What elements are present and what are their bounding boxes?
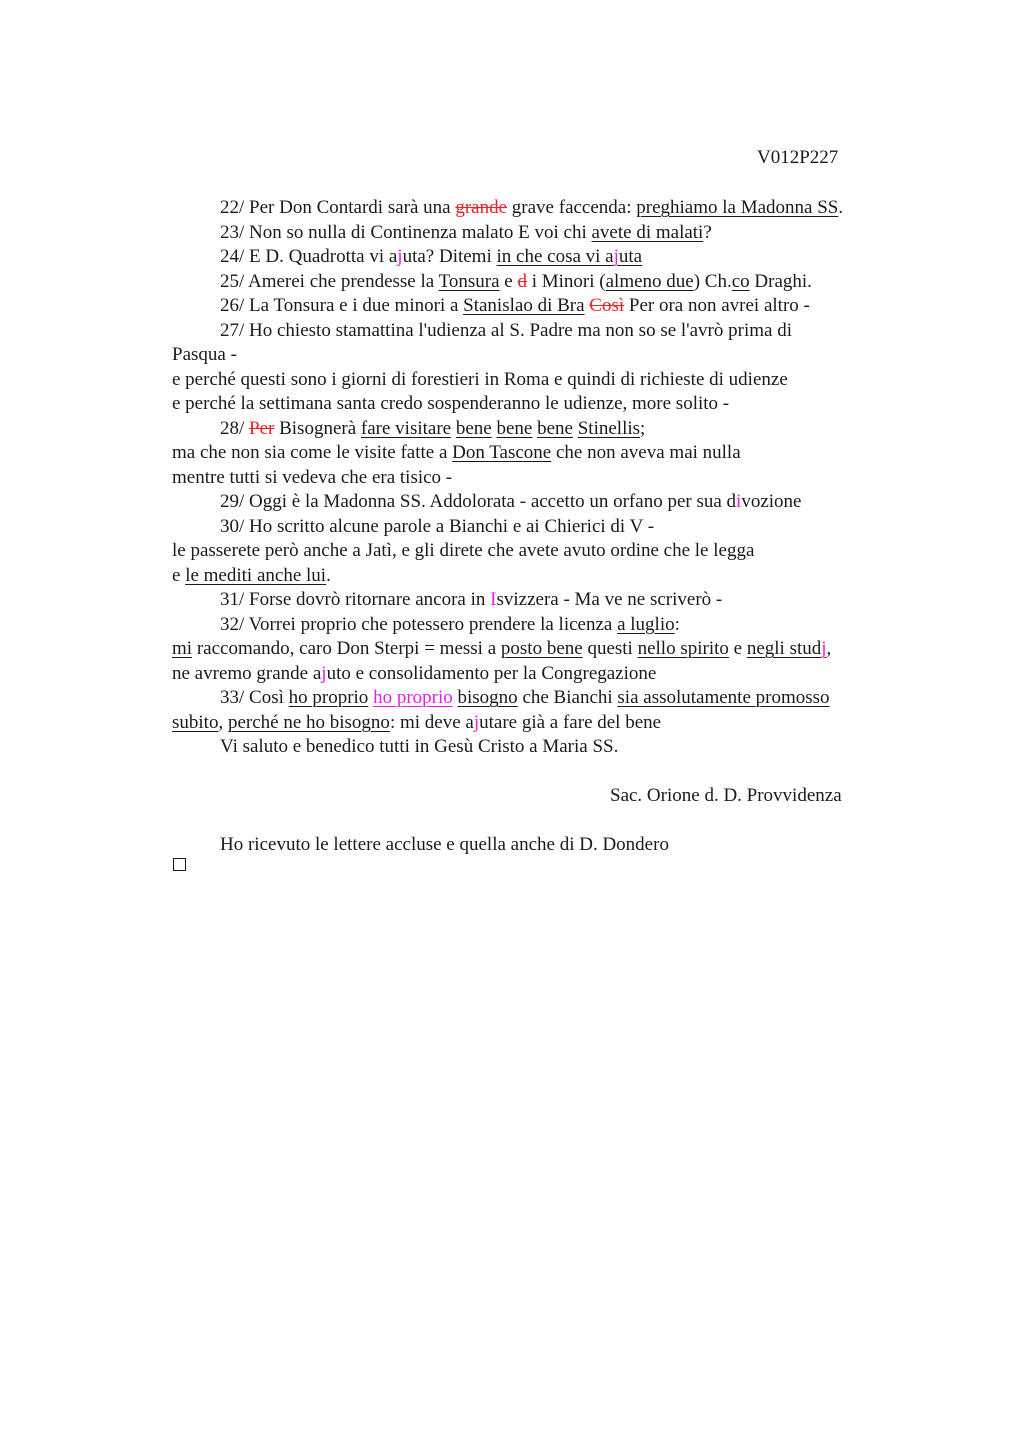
- line-22: 22/ Per Don Contardi sarà una grande grave faccenda: preghiamo la Madonna SS.: [220, 197, 844, 218]
- spacer: [172, 809, 912, 834]
- correction-letter: I: [490, 589, 497, 610]
- underlined-text: bisogno: [457, 687, 518, 708]
- underlined-text: Stanislao di Bra: [463, 295, 585, 316]
- correction-text: ho proprio: [373, 687, 453, 708]
- correction-letter: j: [821, 638, 827, 659]
- empty-box-icon: [173, 858, 186, 871]
- underlined-text: Tonsura: [438, 270, 500, 292]
- strikethrough-text: grande: [455, 197, 508, 218]
- line-25: 25/ Amerei che prendesse la Tonsura e d i Minori (almeno due) Ch.co Draghi.: [220, 270, 812, 292]
- underlined-text: subito: [172, 711, 219, 733]
- underlined-text: bene: [496, 417, 533, 439]
- underlined-text: mi: [172, 638, 193, 659]
- postscript: Ho ricevuto le lettere accluse e quella anche di D. Dondero: [220, 834, 669, 855]
- underlined-text: a luglio: [617, 613, 675, 635]
- line-27: 27/ Ho chiesto stamattina l'udienza al S. Padre ma non so se l'avrò prima di: [220, 319, 792, 341]
- correction-letter: j: [613, 246, 619, 267]
- line-33: 33/ Così ho proprio ho proprio bisogno che Bianchi sia assolutamente promosso: [220, 687, 830, 708]
- underlined-text: posto bene: [500, 638, 583, 659]
- correction-letter: j: [321, 662, 327, 684]
- line-26: 26/ La Tonsura e i due minori a Stanislao di Bra Così Per ora non avrei altro -: [220, 295, 810, 316]
- underlined-text: ho proprio: [288, 687, 369, 708]
- line-30: 30/ Ho scritto alcune parole a Bianchi e ai Chierici di V -: [220, 515, 655, 537]
- underlined-text: negli studj: [746, 638, 827, 659]
- line-33-cont-1: subito, perché ne ho bisogno: mi deve ajutare già a fare del bene: [172, 711, 662, 733]
- line-30-cont-2: e le mediti anche lui.: [172, 564, 331, 586]
- closing-line: Vi saluto e benedico tutti in Gesù Cristo a Maria SS.: [220, 736, 619, 757]
- line-27-cont-1: Pasqua -: [172, 344, 237, 365]
- underlined-text: nello spirito: [637, 638, 729, 659]
- line-28-cont-2: mentre tutti si vedeva che era tisico -: [172, 466, 453, 488]
- underlined-text: sia assolutamente promosso: [617, 687, 830, 708]
- strikethrough-text: Per: [249, 417, 275, 439]
- underlined-text: avete di malati: [591, 221, 704, 243]
- line-32-cont-2: ne avremo grande ajuto e consolidamento per la Congregazione: [172, 662, 657, 684]
- underlined-text: bene: [537, 417, 573, 439]
- correction-letter: j: [397, 246, 403, 267]
- letter-body: [172, 196, 912, 858]
- spacer: [172, 760, 912, 785]
- line-32-cont-1: mi raccomando, caro Don Sterpi = messi a posto bene questi nello spirito e negli studj,: [172, 638, 832, 659]
- correction-letter: j: [473, 711, 480, 733]
- line-27-cont-2: e perché questi sono i giorni di forestieri in Roma e quindi di richieste di udienze: [172, 368, 788, 390]
- underlined-text: bene: [455, 417, 492, 439]
- signature: Sac. Orione d. D. Provvidenza: [610, 785, 842, 806]
- line-27-cont-3: e perché la settimana santa credo sospenderanno le udienze, more solito -: [172, 393, 730, 414]
- underlined-text: le mediti anche lui: [185, 564, 327, 586]
- line-28: 28/ Per Bisognerà fare visitare bene bene bene Stinellis;: [220, 417, 646, 439]
- line-24: 24/ E D. Quadrotta vi ajuta? Ditemi in che cosa vi ajuta: [220, 246, 643, 267]
- underlined-text: in che cosa vi ajuta: [496, 246, 643, 267]
- underlined-text: co: [731, 270, 750, 292]
- underlined-text: preghiamo la Madonna SS: [636, 197, 839, 218]
- line-23: 23/ Non so nulla di Continenza malato E voi chi avete di malati?: [220, 221, 712, 243]
- page-identifier: V012P227: [757, 147, 839, 168]
- strikethrough-text: Così: [589, 295, 625, 316]
- line-29: 29/ Oggi è la Madonna SS. Addolorata - accetto un orfano per sua divozione: [220, 491, 802, 512]
- underlined-text: almeno due: [605, 270, 694, 292]
- underlined-text: Don Tascone: [452, 442, 552, 463]
- line-30-cont-1: le passerete però anche a Jatì, e gli direte che avete avuto ordine che le legga: [172, 540, 755, 561]
- underlined-text: fare visitare: [360, 417, 452, 439]
- line-32: 32/ Vorrei proprio che potessero prendere la licenza a luglio:: [220, 613, 680, 635]
- correction-letter: i: [736, 491, 742, 512]
- strikethrough-text: d: [517, 270, 527, 292]
- line-31: 31/ Forse dovrò ritornare ancora in Isvizzera - Ma ve ne scriverò -: [220, 589, 723, 610]
- underlined-text: Stinellis: [577, 417, 641, 439]
- line-28-cont-1: ma che non sia come le visite fatte a Don Tascone che non aveva mai nulla: [172, 442, 741, 463]
- underlined-text: perché ne ho bisogno: [227, 711, 390, 733]
